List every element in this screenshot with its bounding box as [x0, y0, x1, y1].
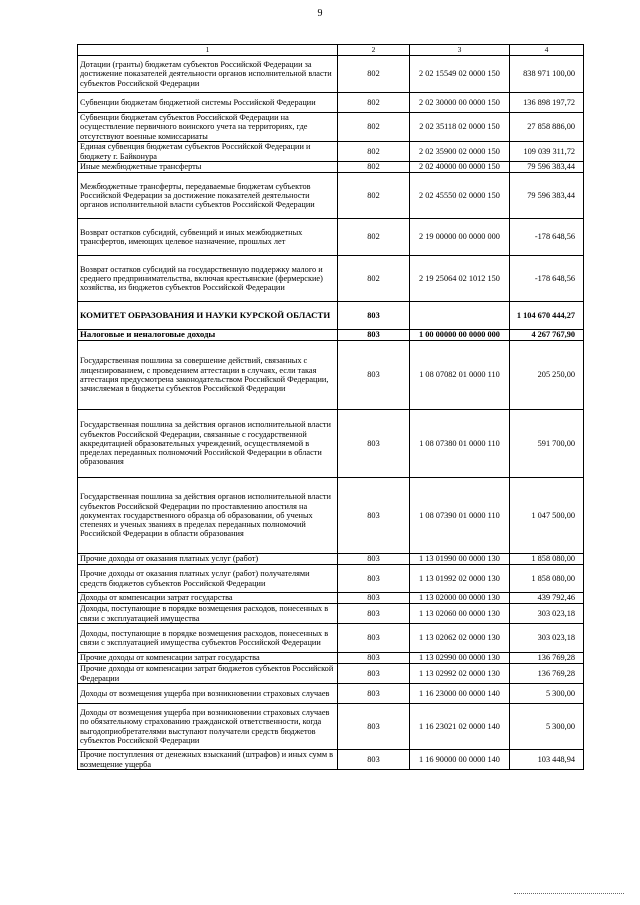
row-name-cell: Государственная пошлина за действия органов исполнительной власти субъектов Российской Федерации, связанные с государственной аккредитацией образовательных учреждений, осуществляемой в пределах переданных полномочий Российской Федерации в области образования: [78, 410, 338, 478]
row-amount-cell: 1 858 080,00: [510, 565, 584, 593]
row-admin-code-cell: 803: [338, 653, 410, 664]
row-name-cell: Межбюджетные трансферты, передаваемые бюджетам субъектов Российской Федерации за достижение показателей деятельности органов исполнительной власти субъектов Российской Федерации: [78, 173, 338, 219]
row-amount-cell: 5 300,00: [510, 704, 584, 750]
row-budget-code-cell: 1 08 07390 01 0000 110: [410, 478, 510, 554]
row-amount-cell: 79 596 383,44: [510, 162, 584, 173]
row-admin-code-cell: 803: [338, 624, 410, 653]
row-admin-code-cell: 803: [338, 341, 410, 410]
column-header: 3: [410, 45, 510, 56]
row-name-cell: Иные межбюджетные трансферты: [78, 162, 338, 173]
row-admin-code-cell: 802: [338, 56, 410, 93]
row-budget-code-cell: 2 02 30000 00 0000 150: [410, 93, 510, 113]
page-number: 9: [317, 8, 323, 19]
row-admin-code-cell: 802: [338, 142, 410, 162]
row-name-cell: Доходы от возмещения ущерба при возникновении страховых случаев: [78, 684, 338, 704]
row-budget-code-cell: 2 19 00000 00 0000 000: [410, 219, 510, 256]
row-admin-code-cell: 803: [338, 410, 410, 478]
row-name-cell: Доходы от возмещения ущерба при возникновении страховых случаев по обязательному страхованию гражданской ответственности, когда выгодоприобретателями выступают получатели средств бюджетов субъектов Российской Федерации: [78, 704, 338, 750]
row-admin-code-cell: 802: [338, 219, 410, 256]
table-row: [78, 554, 584, 565]
table-row: [78, 219, 584, 256]
row-budget-code-cell: 2 19 25064 02 1012 150: [410, 256, 510, 302]
row-admin-code-cell: 803: [338, 330, 410, 341]
row-amount-cell: 27 858 886,00: [510, 113, 584, 142]
row-amount-cell: 205 250,00: [510, 341, 584, 410]
table-header-row: [78, 45, 584, 56]
row-amount-cell: 136 769,28: [510, 664, 584, 684]
table-row: [78, 93, 584, 113]
row-admin-code-cell: 803: [338, 554, 410, 565]
row-admin-code-cell: 803: [338, 750, 410, 770]
row-amount-cell: 4 267 767,90: [510, 330, 584, 341]
row-amount-cell: 1 104 670 444,27: [510, 302, 584, 330]
row-budget-code-cell: 2 02 35118 02 0000 150: [410, 113, 510, 142]
table-row: [78, 478, 584, 554]
row-admin-code-cell: 803: [338, 302, 410, 330]
row-name-cell: Субвенции бюджетам субъектов Российской Федерации на осуществление первичного воинского учета на территориях, где отсутствуют военные комиссариаты: [78, 113, 338, 142]
table-body: [78, 45, 584, 770]
table-row: [78, 302, 584, 330]
table-row: [78, 142, 584, 162]
footer-divider: [514, 893, 624, 894]
row-amount-cell: 303 023,18: [510, 624, 584, 653]
row-name-cell: Доходы, поступающие в порядке возмещения расходов, понесенных в связи с эксплуатацией имущества субъектов Российской Федерации: [78, 624, 338, 653]
row-name-cell: Возврат остатков субсидий, субвенций и иных межбюджетных трансфертов, имеющих целевое назначение, прошлых лет: [78, 219, 338, 256]
row-name-cell: Дотации (гранты) бюджетам субъектов Российской Федерации за достижение показателей деятельности органов исполнительной власти субъектов Российской Федерации: [78, 56, 338, 93]
row-admin-code-cell: 803: [338, 478, 410, 554]
table-row: [78, 113, 584, 142]
row-name-cell: Прочие доходы от компенсации затрат государства: [78, 653, 338, 664]
row-amount-cell: 109 039 311,72: [510, 142, 584, 162]
revenue-table: [77, 44, 584, 770]
table-row: [78, 624, 584, 653]
row-name-cell: Прочие доходы от оказания платных услуг (работ) получателями средств бюджетов субъектов Российской Федерации: [78, 565, 338, 593]
row-budget-code-cell: 2 02 45550 02 0000 150: [410, 173, 510, 219]
row-budget-code-cell: 1 13 02992 02 0000 130: [410, 664, 510, 684]
row-admin-code-cell: 803: [338, 684, 410, 704]
row-amount-cell: 838 971 100,00: [510, 56, 584, 93]
row-amount-cell: 1 858 080,00: [510, 554, 584, 565]
table-row: [78, 341, 584, 410]
row-name-cell: Прочие доходы от компенсации затрат бюджетов субъектов Российской Федерации: [78, 664, 338, 684]
row-budget-code-cell: 2 02 35900 02 0000 150: [410, 142, 510, 162]
table-row: [78, 565, 584, 593]
row-budget-code-cell: 1 13 02062 02 0000 130: [410, 624, 510, 653]
row-amount-cell: 136 769,28: [510, 653, 584, 664]
column-header: 1: [78, 45, 338, 56]
row-amount-cell: -178 648,56: [510, 219, 584, 256]
row-name-cell: Государственная пошлина за действия органов исполнительной власти субъектов Российской Федерации по проставлению апостиля на документах государственного образца об образовании, об ученых степенях и ученых званиях в пределах переданных полномочий Российской Федерации в области образования: [78, 478, 338, 554]
row-budget-code-cell: 1 08 07380 01 0000 110: [410, 410, 510, 478]
row-admin-code-cell: 802: [338, 113, 410, 142]
row-admin-code-cell: 802: [338, 256, 410, 302]
table-row: [78, 750, 584, 770]
row-admin-code-cell: 803: [338, 604, 410, 624]
row-admin-code-cell: 803: [338, 565, 410, 593]
row-budget-code-cell: 1 00 00000 00 0000 000: [410, 330, 510, 341]
row-name-cell: Доходы, поступающие в порядке возмещения расходов, понесенных в связи с эксплуатацией имущества: [78, 604, 338, 624]
row-budget-code-cell: 2 02 40000 00 0000 150: [410, 162, 510, 173]
row-name-cell: Прочие поступления от денежных взысканий (штрафов) и иных сумм в возмещение ущерба: [78, 750, 338, 770]
row-budget-code-cell: 1 16 23021 02 0000 140: [410, 704, 510, 750]
table-row: [78, 330, 584, 341]
row-name-cell: Единая субвенция бюджетам субъектов Российской Федерации и бюджету г. Байконура: [78, 142, 338, 162]
row-name-cell: Субвенции бюджетам бюджетной системы Российской Федерации: [78, 93, 338, 113]
row-amount-cell: 303 023,18: [510, 604, 584, 624]
row-admin-code-cell: 802: [338, 162, 410, 173]
row-name-cell: Доходы от компенсации затрат государства: [78, 593, 338, 604]
row-amount-cell: 1 047 500,00: [510, 478, 584, 554]
row-budget-code-cell: 1 16 90000 00 0000 140: [410, 750, 510, 770]
table-row: [78, 593, 584, 604]
row-name-cell: Налоговые и неналоговые доходы: [78, 330, 338, 341]
table-row: [78, 604, 584, 624]
row-budget-code-cell: 2 02 15549 02 0000 150: [410, 56, 510, 93]
row-amount-cell: 5 300,00: [510, 684, 584, 704]
row-budget-code-cell: 1 13 02060 00 0000 130: [410, 604, 510, 624]
row-budget-code-cell: [410, 302, 510, 330]
row-amount-cell: -178 648,56: [510, 256, 584, 302]
table-row: [78, 256, 584, 302]
table-row: [78, 704, 584, 750]
row-admin-code-cell: 803: [338, 664, 410, 684]
table-row: [78, 664, 584, 684]
row-name-cell: Прочие доходы от оказания платных услуг (работ): [78, 554, 338, 565]
row-budget-code-cell: 1 13 02000 00 0000 130: [410, 593, 510, 604]
row-admin-code-cell: 802: [338, 93, 410, 113]
row-budget-code-cell: 1 13 01990 00 0000 130: [410, 554, 510, 565]
table-row: [78, 162, 584, 173]
row-name-cell: КОМИТЕТ ОБРАЗОВАНИЯ И НАУКИ КУРСКОЙ ОБЛАСТИ: [78, 302, 338, 330]
row-name-cell: Государственная пошлина за совершение действий, связанных с лицензированием, с проведением аттестации в случаях, если такая аттестация предусмотрена законодательством Российской Федерации, зачисляемая в бюджеты субъектов Российской Федерации: [78, 341, 338, 410]
table-row: [78, 410, 584, 478]
row-amount-cell: 103 448,94: [510, 750, 584, 770]
table-row: [78, 173, 584, 219]
row-amount-cell: 591 700,00: [510, 410, 584, 478]
row-budget-code-cell: 1 13 02990 00 0000 130: [410, 653, 510, 664]
row-amount-cell: 439 792,46: [510, 593, 584, 604]
column-header: 4: [510, 45, 584, 56]
table-row: [78, 56, 584, 93]
table-row: [78, 684, 584, 704]
row-admin-code-cell: 803: [338, 593, 410, 604]
row-admin-code-cell: 802: [338, 173, 410, 219]
row-budget-code-cell: 1 16 23000 00 0000 140: [410, 684, 510, 704]
table-row: [78, 653, 584, 664]
row-amount-cell: 79 596 383,44: [510, 173, 584, 219]
row-budget-code-cell: 1 08 07082 01 0000 110: [410, 341, 510, 410]
row-amount-cell: 136 898 197,72: [510, 93, 584, 113]
column-header: 2: [338, 45, 410, 56]
row-name-cell: Возврат остатков субсидий на государственную поддержку малого и среднего предпринимательства, включая крестьянские (фермерские) хозяйства, из бюджетов субъектов Российской Федерации: [78, 256, 338, 302]
row-admin-code-cell: 803: [338, 704, 410, 750]
row-budget-code-cell: 1 13 01992 02 0000 130: [410, 565, 510, 593]
